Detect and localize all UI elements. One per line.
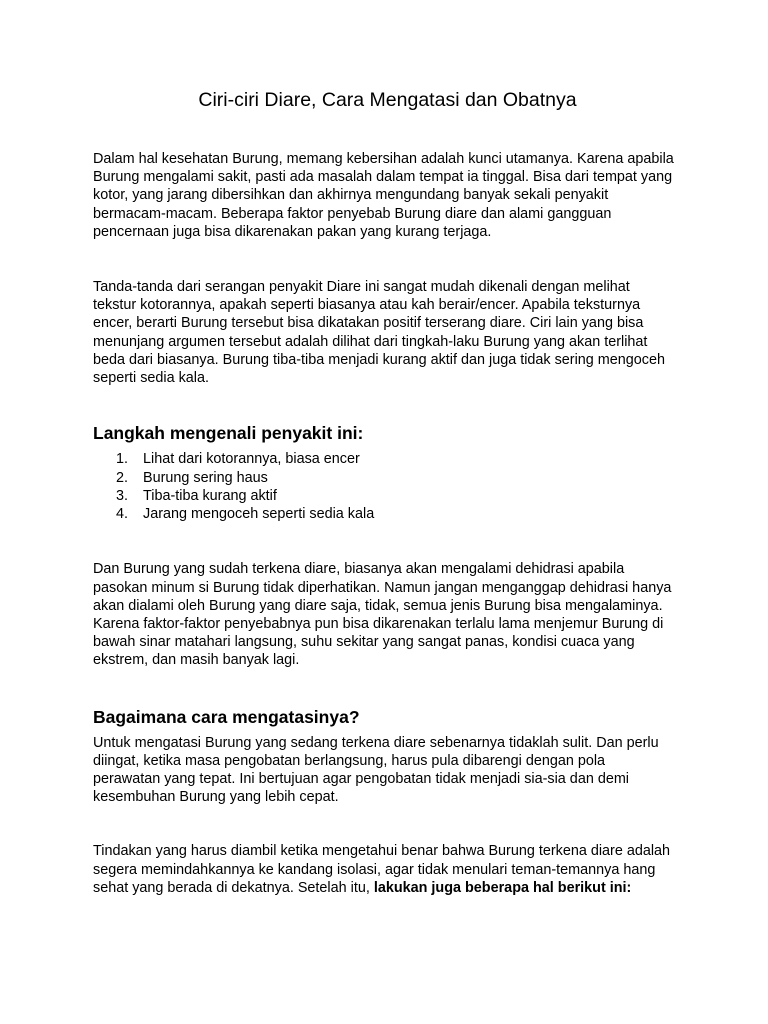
list-item <box>93 469 676 487</box>
paragraph-action-bold: lakukan juga beberapa hal berikut ini: <box>373 879 632 896</box>
list-item-number: 1. <box>116 451 129 468</box>
list-item-text: Burung sering haus <box>143 469 268 486</box>
heading-langkah: Langkah mengenali penyakit ini: <box>93 423 364 444</box>
document-title: Ciri-ciri Diare, Cara Mengatasi dan Obatnya <box>198 89 577 111</box>
list-item <box>93 487 676 505</box>
list-item-number: 4. <box>116 506 129 523</box>
paragraph-action-text: Tindakan yang harus diambil ketika mengetahui benar bahwa Burung terkena diare adalah segera memindahkannya ke kandang isolasi, agar tidak menulari teman-temannya hang sehat yang berada di dekatnya. Setelah itu, <box>93 843 671 896</box>
paragraph-action <box>93 842 676 897</box>
heading-bagaimana: Bagaimana cara mengatasinya? <box>93 706 360 727</box>
steps-list <box>93 450 676 523</box>
list-item <box>93 450 676 468</box>
paragraph-symptoms: Tanda-tanda dari serangan penyakit Diare ini sangat mudah dikenali dengan melihat tekstur kotorannya, apakah seperti biasanya atau kah berair/encer. Apabila teksturnya encer, berarti Burung tersebut bisa dikatakan positif terserang diare. Ciri lain yang bisa menunjang argumen tersebut adalah dilihat dari tingkah-laku Burung yang akan terlihat beda dari biasanya. Burung tiba-tiba menjadi kurang aktif dan juga tidak sering mengoceh seperti sedia kala. <box>93 279 665 387</box>
paragraph-dehydration: Dan Burung yang sudah terkena diare, biasanya akan mengalami dehidrasi apabila pasokan minum si Burung tidak diperhatikan. Namun jangan menganggap dehidrasi hanya akan dialami oleh Burung yang diare saja, tidak, semua jenis Burung bisa mengalaminya. Karena faktor-faktor penyebabnya pun bisa dikarenakan terlalu lama menjemur Burung di bawah sinar matahari langsung, suhu sekitar yang sangat panas, kondisi cuaca yang ekstrem, dan masih banyak lagi. <box>93 561 672 669</box>
list-item-text: Tiba-tiba kurang aktif <box>143 487 277 504</box>
list-item-text: Lihat dari kotorannya, biasa encer <box>143 451 360 468</box>
paragraph-treatment: Untuk mengatasi Burung yang sedang terkena diare sebenarnya tidaklah sulit. Dan perlu diingat, ketika masa pengobatan berlangsung, harus pula dibarengi dengan pola perawatan yang tepat. Ini bertujuan agar pengobatan tidak menjadi sia-sia dan demi kesembuhan Burung yang lebih cepat. <box>93 734 659 806</box>
list-item-text: Jarang mengoceh seperti sedia kala <box>143 506 375 523</box>
list-item-number: 3. <box>116 487 129 504</box>
list-item-number: 2. <box>116 469 129 486</box>
paragraph-intro: Dalam hal kesehatan Burung, memang kebersihan adalah kunci utamanya. Karena apabila Burung mengalami sakit, pasti ada masalah dalam tempat ia tinggal. Bisa dari tempat yang kotor, yang jarang dibersihkan dan akhirnya mengundang banyak sekali penyakit bermacam-macam. Beberapa faktor penyebab Burung diare dan alami gangguan pencernaan juga bisa dikarenakan pakan yang kurang terjaga. <box>93 151 674 240</box>
list-item <box>93 505 676 523</box>
